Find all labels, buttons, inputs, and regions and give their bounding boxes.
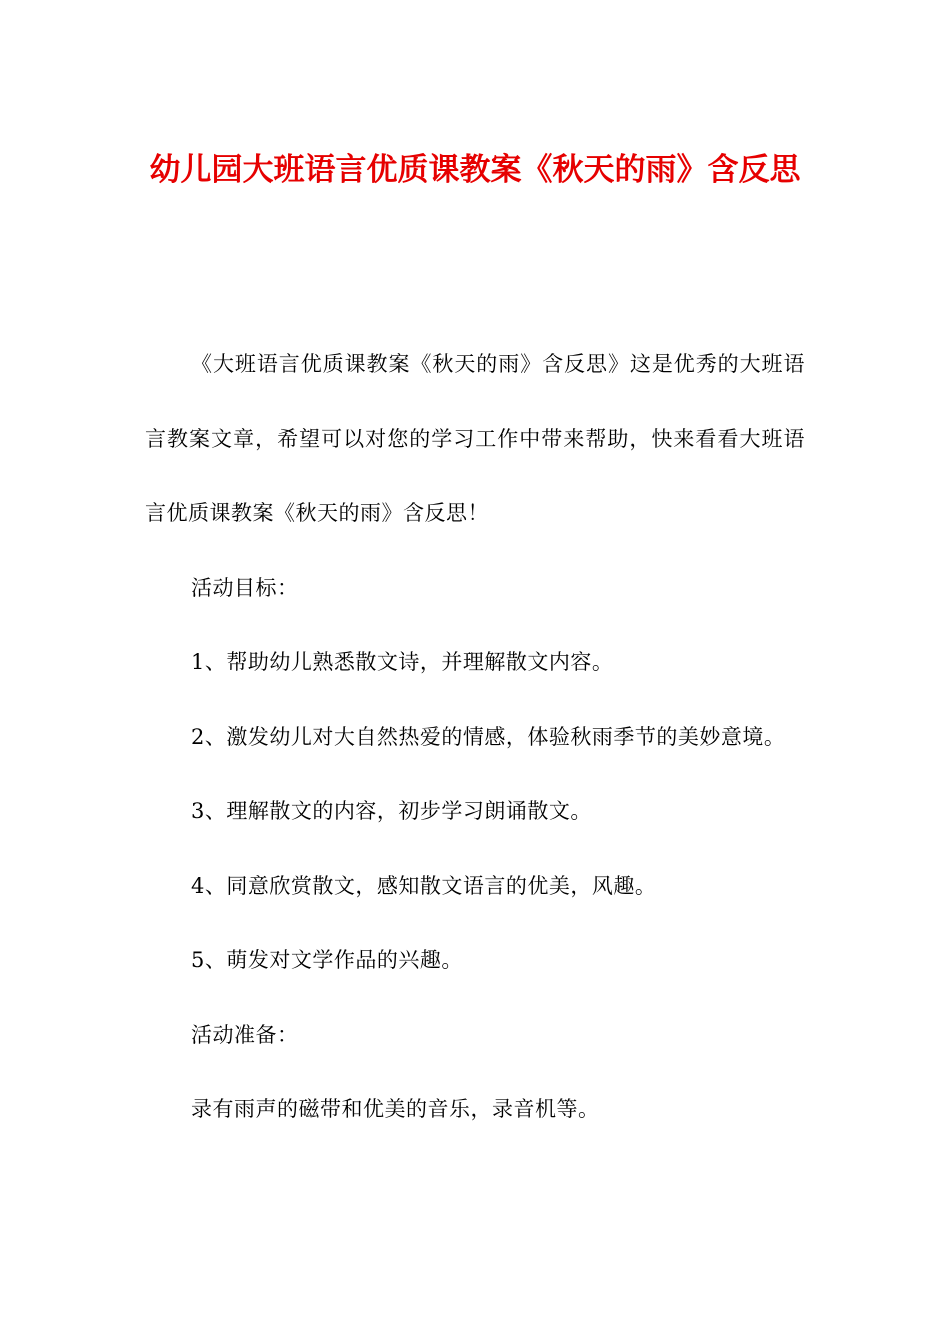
goal-item: 4、同意欣赏散文，感知散文语言的优美，风趣。 — [191, 873, 657, 898]
intro-paragraph: 《大班语言优质课教案《秋天的雨》含反思》这是优秀的大班语言教案文章，希望可以对您的学习工作中带来帮助，快来看看大班语言优质课教案《秋天的雨》含反思！ — [145, 352, 805, 525]
goal-item: 5、萌发对文学作品的兴趣。 — [191, 948, 463, 972]
goal-item: 2、激发幼儿对大自然热爱的情感，体验秋雨季节的美妙意境。 — [191, 724, 786, 749]
goal-item: 1、帮助幼儿熟悉散文诗，并理解散文内容。 — [191, 650, 614, 674]
document-body — [145, 327, 805, 1147]
section-heading-preparation: 活动准备： — [191, 1022, 299, 1047]
goal-item: 3、理解散文的内容，初步学习朗诵散文。 — [191, 799, 592, 823]
preparation-item: 录有雨声的磁带和优美的音乐，录音机等。 — [191, 1097, 600, 1121]
section-heading-goals: 活动目标： — [191, 575, 299, 600]
document-title: 幼儿园大班语言优质课教案《秋天的雨》含反思 — [149, 152, 801, 188]
